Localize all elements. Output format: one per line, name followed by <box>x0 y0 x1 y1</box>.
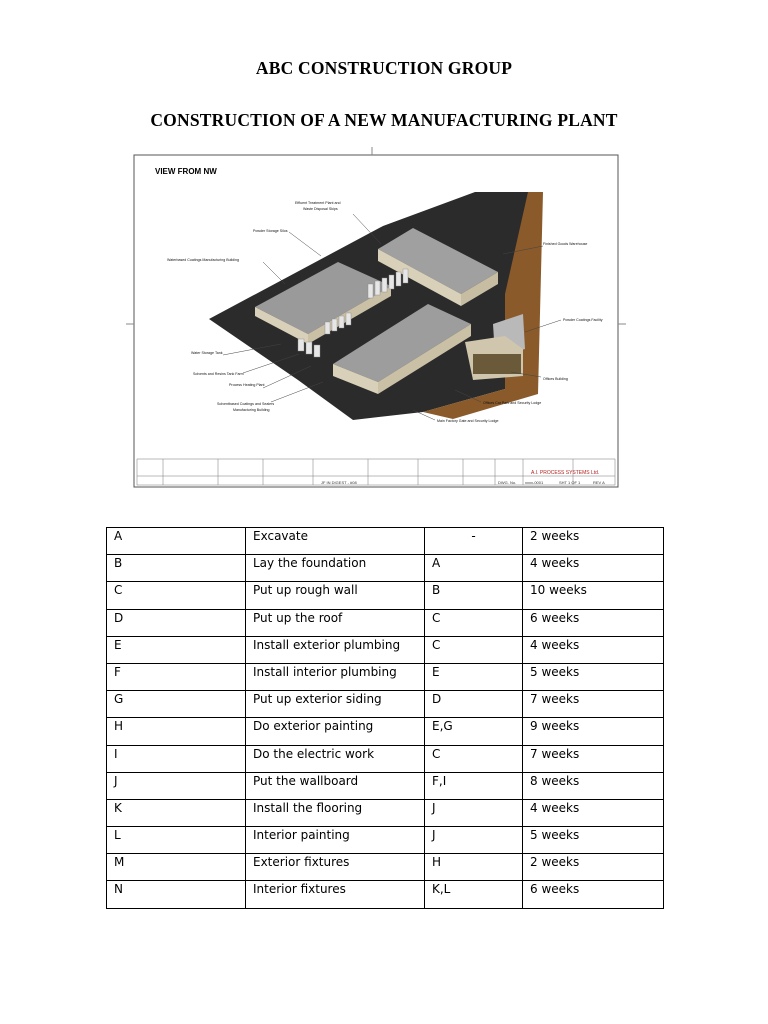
duration-cell: 7 weeks <box>523 691 664 718</box>
table-row <box>107 799 664 826</box>
predecessor-cell: J <box>425 799 523 826</box>
label-effluent: Effluent Treatment Plant and <box>295 201 341 205</box>
activity-code-cell: F <box>107 663 246 690</box>
predecessor-cell: F,I <box>425 772 523 799</box>
predecessor-cell: D <box>425 691 523 718</box>
activity-code-cell: L <box>107 827 246 854</box>
duration-cell: 6 weeks <box>523 609 664 636</box>
activity-name-cell: Install exterior plumbing <box>246 636 425 663</box>
label-effluent-2: Waste Disposal Skips <box>303 207 338 211</box>
activity-code-cell: B <box>107 555 246 582</box>
predecessor-cell: K,L <box>425 881 523 908</box>
activity-name-cell: Put up the roof <box>246 609 425 636</box>
activity-schedule-body <box>107 528 664 909</box>
title-block-dwg-label: DWG. No. <box>498 480 517 485</box>
label-process-heating: Process Heating Plant <box>229 383 265 387</box>
label-powder-silos: Powder Storage Silos <box>253 229 288 233</box>
activity-schedule-table <box>106 527 664 909</box>
title-block-rev: REV A <box>593 480 605 485</box>
label-main-gate: Main Factory Gate and Security Lodge <box>437 419 499 423</box>
activity-name-cell: Excavate <box>246 528 425 555</box>
table-row <box>107 663 664 690</box>
activity-code-cell: C <box>107 582 246 609</box>
predecessor-cell: C <box>425 636 523 663</box>
table-row <box>107 528 664 555</box>
table-row <box>107 691 664 718</box>
activity-name-cell: Interior fixtures <box>246 881 425 908</box>
duration-cell: 5 weeks <box>523 827 664 854</box>
activity-code-cell: K <box>107 799 246 826</box>
duration-cell: 4 weeks <box>523 636 664 663</box>
activity-name-cell: Put up exterior siding <box>246 691 425 718</box>
label-finished-goods: Finished Goods Warehouse <box>543 242 588 246</box>
label-solventbased-2: Manufacturing Building <box>233 408 270 412</box>
activity-name-cell: Install interior plumbing <box>246 663 425 690</box>
activity-code-cell: A <box>107 528 246 555</box>
activity-name-cell: Put the wallboard <box>246 772 425 799</box>
activity-code-cell: I <box>107 745 246 772</box>
table-row <box>107 718 664 745</box>
label-car-park: Offices Car Park and Security Lodge <box>483 401 542 405</box>
label-powder-facility: Powder Coatings Facility <box>563 318 603 322</box>
company-title: ABC CONSTRUCTION GROUP <box>255 58 513 78</box>
predecessor-cell: B <box>425 582 523 609</box>
activity-name-cell: Lay the foundation <box>246 555 425 582</box>
predecessor-cell: - <box>425 528 523 555</box>
document-heading: CONSTRUCTION OF A NEW MANUFACTURING PLANT <box>150 110 618 130</box>
title-block-sheet: SHT 1 OF 1 <box>559 480 581 485</box>
predecessor-cell: C <box>425 745 523 772</box>
predecessor-cell: J <box>425 827 523 854</box>
predecessor-cell: E <box>425 663 523 690</box>
activity-name-cell: Do exterior painting <box>246 718 425 745</box>
table-row <box>107 609 664 636</box>
duration-cell: 9 weeks <box>523 718 664 745</box>
predecessor-cell: H <box>425 854 523 881</box>
predecessor-cell: E,G <box>425 718 523 745</box>
activity-code-cell: J <box>107 772 246 799</box>
duration-cell: 8 weeks <box>523 772 664 799</box>
duration-cell: 5 weeks <box>523 663 664 690</box>
duration-cell: 4 weeks <box>523 555 664 582</box>
activity-name-cell: Do the electric work <box>246 745 425 772</box>
activity-name-cell: Exterior fixtures <box>246 854 425 881</box>
table-row <box>107 827 664 854</box>
offices-glazing <box>473 354 521 374</box>
site-plan-svg <box>123 144 629 496</box>
table-row <box>107 555 664 582</box>
activity-code-cell: E <box>107 636 246 663</box>
label-offices: Offices Building <box>543 377 568 381</box>
title-block-company: A.I. PROCESS SYSTEMS Ltd. <box>531 470 600 476</box>
duration-cell: 7 weeks <box>523 745 664 772</box>
duration-cell: 2 weeks <box>523 854 664 881</box>
table-row <box>107 636 664 663</box>
label-solvents: Solvents and Resins Tank Farm <box>193 372 244 376</box>
activity-code-cell: D <box>107 609 246 636</box>
title-block-dwg-number: xxxx-0001 <box>525 480 544 485</box>
activity-name-cell: Put up rough wall <box>246 582 425 609</box>
duration-cell: 2 weeks <box>523 528 664 555</box>
duration-cell: 4 weeks <box>523 799 664 826</box>
table-row <box>107 772 664 799</box>
activity-code-cell: G <box>107 691 246 718</box>
table-row <box>107 745 664 772</box>
label-water-tank: Water Storage Tank <box>191 351 223 355</box>
view-title: VIEW FROM NW <box>155 167 217 176</box>
table-row <box>107 582 664 609</box>
activity-name-cell: Install the flooring <box>246 799 425 826</box>
table-row <box>107 854 664 881</box>
activity-code-cell: H <box>107 718 246 745</box>
predecessor-cell: A <box>425 555 523 582</box>
activity-code-cell: M <box>107 854 246 881</box>
title-block-ref: JF IN DIGEST - #08 <box>321 480 357 485</box>
table-row <box>107 881 664 908</box>
label-waterbased: Waterbased Coatings Manufacturing Building <box>167 258 239 262</box>
activity-code-cell: N <box>107 881 246 908</box>
duration-cell: 6 weeks <box>523 881 664 908</box>
site-plan-drawing <box>123 144 629 496</box>
duration-cell: 10 weeks <box>523 582 664 609</box>
activity-name-cell: Interior painting <box>246 827 425 854</box>
label-solventbased: Solventbased Coatings and Sealers <box>217 402 275 406</box>
predecessor-cell: C <box>425 609 523 636</box>
